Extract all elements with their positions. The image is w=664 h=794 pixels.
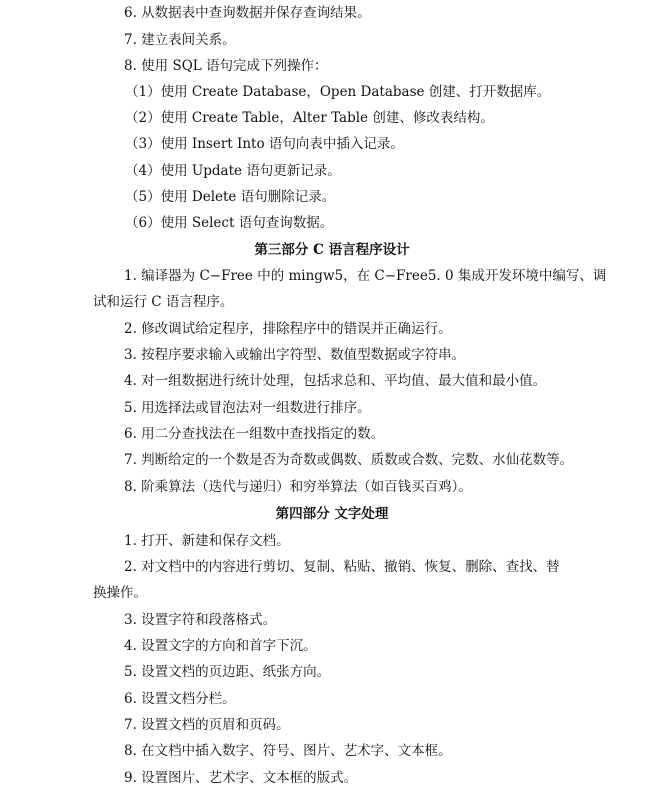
list-item: 5. 用选择法或冒泡法对一组数进行排序。 (124, 400, 371, 416)
sub-list-item: （2）使用 Create Table，Alter Table 创建、修改表结构。 (125, 110, 494, 126)
list-item: 8. 使用 SQL 语句完成下列操作： (124, 58, 328, 74)
list-item: 4. 设置文字的方向和首字下沉。 (124, 638, 317, 654)
list-item: 2. 修改调试给定程序，排除程序中的错误并正确运行。 (124, 321, 452, 337)
list-item: 4. 对一组数据进行统计处理，包括求总和、平均值、最大值和最小值。 (124, 373, 547, 389)
list-item: 6. 设置文档分栏。 (124, 691, 236, 707)
list-item: 8. 在文档中插入数字、符号、图片、艺术字、文本框。 (124, 743, 452, 759)
list-item: 9. 设置图片、艺术字、文本框的版式。 (124, 770, 358, 786)
list-item: 6. 从数据表中查询数据并保存查询结果。 (124, 5, 371, 21)
list-item: 8. 阶乘算法（迭代与递归）和穷举算法（如百钱买百鸡）。 (124, 479, 472, 495)
list-item-continuation: 换操作。 (93, 585, 147, 601)
sub-list-item: （1）使用 Create Database，Open Database 创建、打开数据库。 (125, 84, 551, 100)
list-item: 7. 建立表间关系。 (124, 32, 236, 48)
list-item: 7. 判断给定的一个数是否为奇数或偶数、质数或合数、完数、水仙花数等。 (124, 452, 574, 468)
list-item: 5. 设置文档的页边距、纸张方向。 (124, 664, 331, 680)
list-item: 3. 按程序要求输入或输出字符型、数值型数据或字符串。 (124, 347, 466, 363)
list-item: 6. 用二分查找法在一组数中查找指定的数。 (124, 426, 385, 442)
list-item-continuation: 试和运行 C 语言程序。 (93, 294, 234, 310)
sub-list-item: （3）使用 Insert Into 语句向表中插入记录。 (125, 136, 404, 152)
sub-list-item: （5）使用 Delete 语句删除记录。 (125, 189, 336, 205)
list-item: 3. 设置字符和段落格式。 (124, 612, 277, 628)
list-item: 2. 对文档中的内容进行剪切、复制、粘贴、撤销、恢复、删除、查找、替 (124, 559, 560, 575)
list-item: 1. 打开、新建和保存文档。 (124, 533, 290, 549)
list-item: 1. 编译器为 C−Free 中的 mingw5，在 C−Free5. 0 集成开发环境中编写、调 (124, 268, 607, 284)
sub-list-item: （6）使用 Select 语句查询数据。 (125, 215, 334, 231)
list-item: 7. 设置文档的页眉和页码。 (124, 717, 290, 733)
section-heading-part3: 第三部分 C 语言程序设计 (254, 242, 410, 258)
sub-list-item: （4）使用 Update 语句更新记录。 (125, 163, 341, 179)
section-heading-part4: 第四部分 文字处理 (275, 506, 389, 522)
